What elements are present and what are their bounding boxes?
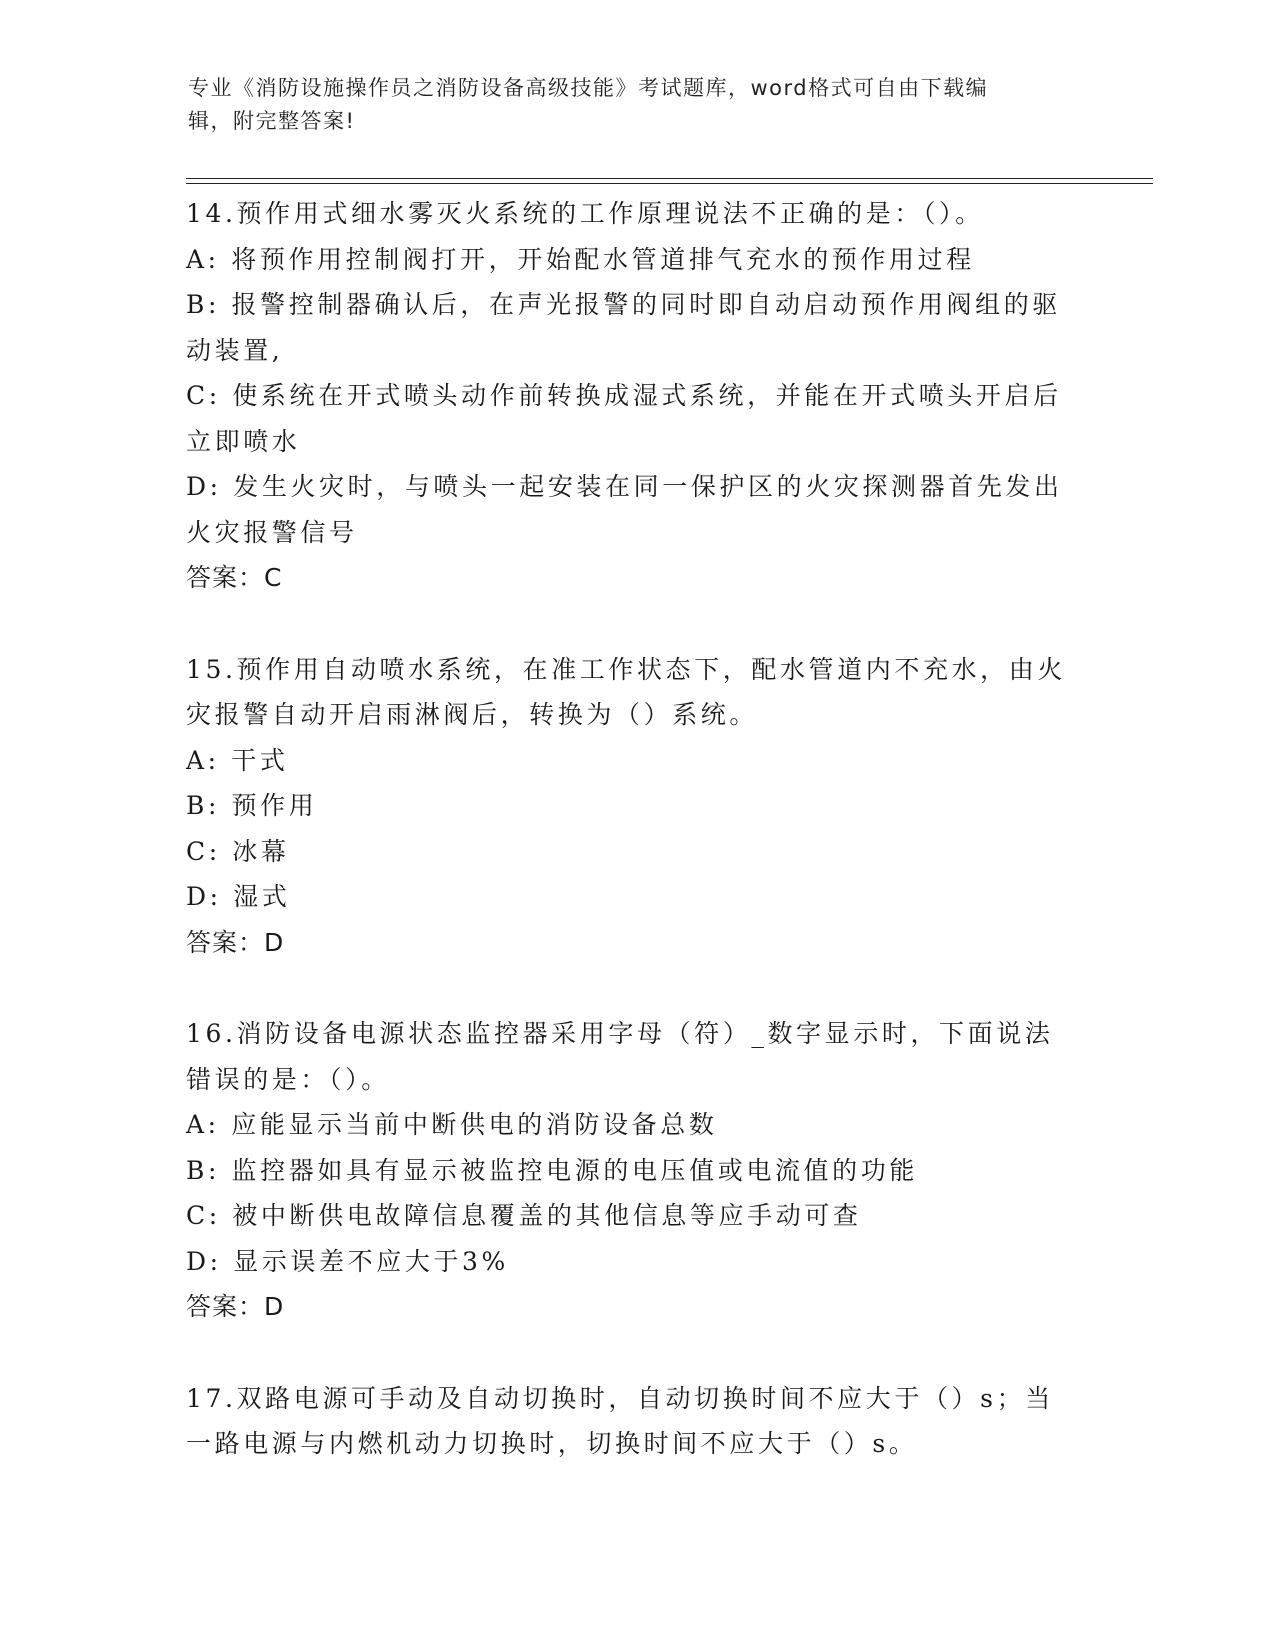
question-list [186, 191, 1086, 1513]
option-line: D: 显示误差不应大于3% [186, 1246, 509, 1276]
answer-label: 答案：D [186, 927, 285, 957]
header-line-2: 辑，附完整答案! [188, 109, 356, 133]
question-stem-line: 15.预作用自动喷水系统，在准工作状态下，配水管道内不充水，由火 [186, 654, 1066, 684]
answer-label: 答案：D [186, 1292, 285, 1321]
option-line: C: 使系统在开式喷头动作前转换成湿式系统，并能在开式喷头开启后 [186, 381, 1062, 410]
option-line: D: 湿式 [186, 882, 291, 911]
document-header [188, 72, 1068, 138]
answer-label: 答案：C [186, 563, 283, 592]
header-line-1: 专业《消防设施操作员之消防设备高级技能》考试题库，word格式可自由下载编 [188, 76, 989, 100]
header-divider-bottom [186, 183, 1153, 184]
question-stem-line: 16.消防设备电源状态监控器采用字母（符）_数字显示时，下面说法 [186, 1019, 1054, 1048]
option-line: D: 发生火灾时，与喷头一起安装在同一保护区的火灾探测器首先发出 [186, 472, 1063, 501]
question-item [186, 1376, 1086, 1467]
question-item [186, 1011, 1086, 1330]
header-divider-top [186, 178, 1153, 179]
option-line: A: 干式 [186, 745, 289, 775]
option-line: B: 报警控制器确认后，在声光报警的同时即自动启动预作用阀组的驱 [186, 290, 1061, 319]
option-line: 火灾报警信号 [186, 517, 358, 547]
option-line: B: 监控器如具有显示被监控电源的电压值或电流值的功能 [186, 1155, 918, 1185]
option-line: B: 预作用 [186, 791, 318, 820]
question-stem-line: 一路电源与内燃机动力切换时，切换时间不应大于（）s。 [186, 1429, 918, 1458]
question-stem-line: 灾报警自动开启雨淋阀后，转换为（）系统。 [186, 700, 759, 729]
option-line: 立即喷水 [186, 426, 301, 456]
question-stem-line: 错误的是：（）。 [186, 1064, 390, 1094]
option-line: A: 应能显示当前中断供电的消防设备总数 [186, 1110, 718, 1139]
question-stem-line: 17.双路电源可手动及自动切换时，自动切换时间不应大于（）s；当 [186, 1383, 1054, 1413]
option-line: 动装置, [186, 335, 284, 365]
question-stem-line: 14.预作用式细水雾灭火系统的工作原理说法不正确的是：（）。 [186, 199, 984, 228]
option-line: A: 将预作用控制阀打开，开始配水管道排气充水的预作用过程 [186, 244, 975, 274]
question-item [186, 647, 1086, 966]
option-line: C: 被中断供电故障信息覆盖的其他信息等应手动可查 [186, 1201, 862, 1230]
option-line: C: 冰幕 [186, 836, 290, 866]
question-item [186, 191, 1086, 601]
